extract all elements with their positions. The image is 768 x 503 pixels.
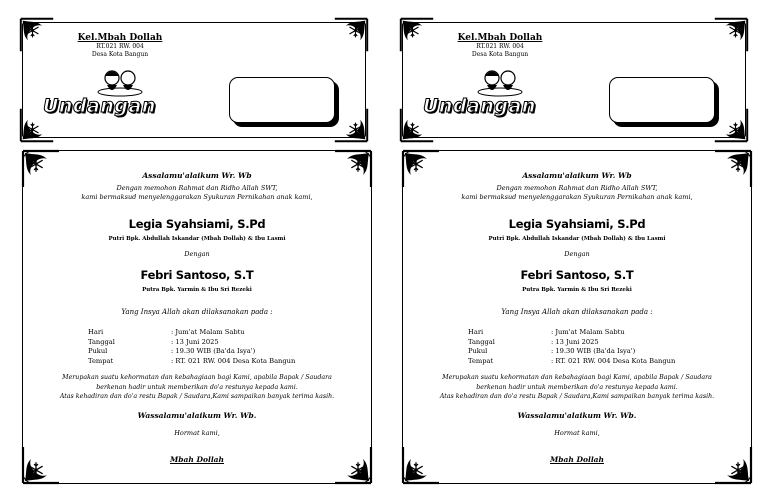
corner-ornament-icon	[333, 445, 373, 485]
detail-value: : RT. 021 RW. 004 Desa Kota Bangun	[171, 356, 296, 365]
conjunction: Dengan	[184, 250, 210, 258]
invitation-card	[402, 150, 752, 484]
intro-line: Dengan memohon Rahmat dan Ridho Allah SWT,	[496, 184, 658, 192]
detail-value: : 13 Juni 2025	[551, 337, 599, 346]
regards: Hormat kami,	[554, 429, 600, 437]
envelope	[402, 22, 746, 138]
corner-ornament-icon	[401, 149, 441, 189]
corner-ornament-icon	[333, 149, 373, 189]
closing-line: Atas kehadiran dan do'a restu Bapak / Saudara,Kami sampaikan banyak terima kasih.	[59, 393, 335, 400]
detail-key: Hari	[468, 328, 484, 336]
envelope-title: Undangan	[423, 95, 536, 117]
sender-block	[65, 33, 175, 59]
sender-rt: RT.021 RW. 004	[476, 43, 524, 50]
detail-value: : 19.30 WIB (Ba'da Isya')	[551, 347, 636, 355]
wedding-couple-icon	[95, 67, 145, 97]
greeting: Assalamu'alaikum Wr. Wb	[142, 171, 252, 180]
corner-ornament-icon	[713, 17, 749, 53]
wedding-couple-icon	[475, 67, 525, 97]
detail-row	[88, 347, 295, 357]
address-label-box	[229, 77, 335, 123]
detail-row	[88, 338, 295, 348]
detail-key: Tempat	[468, 356, 494, 365]
event-details	[88, 328, 295, 366]
corner-ornament-icon	[333, 17, 369, 53]
farewell: Wassalamu'alaikum Wr. Wb.	[137, 411, 257, 420]
sender-block	[445, 33, 555, 59]
corner-ornament-icon	[399, 17, 435, 53]
corner-ornament-icon	[21, 445, 61, 485]
closing-text	[23, 373, 371, 402]
greeting: Assalamu'alaikum Wr. Wb	[522, 171, 632, 180]
detail-key: Hari	[88, 328, 104, 336]
corner-ornament-icon	[21, 149, 61, 189]
detail-row	[468, 347, 675, 357]
closing-line: berkenan hadir untuk memberikan do'a restunya kepada kami.	[476, 383, 678, 391]
regards: Hormat kami,	[174, 429, 220, 437]
event-intro: Yang Insya Allah akan dilaksanakan pada :	[501, 308, 653, 316]
corner-ornament-icon	[401, 445, 441, 485]
sender-name: Kel.Mbah Dollah	[457, 33, 543, 43]
address-label-box	[609, 77, 715, 123]
corner-ornament-icon	[713, 107, 749, 143]
detail-row	[88, 328, 295, 338]
invitation-column-right	[398, 0, 760, 503]
detail-value: : 13 Juni 2025	[171, 337, 219, 346]
invitation-column-left	[18, 0, 380, 503]
intro-line: kami bermaksud menyelenggarakan Syukuran Pernikahan anak kami,	[81, 193, 313, 201]
corner-ornament-icon	[713, 445, 753, 485]
envelope-title: Undangan	[43, 95, 156, 117]
bride-name: Legia Syahsiami, S.Pd	[128, 217, 266, 231]
detail-key: Pukul	[468, 347, 488, 355]
corner-ornament-icon	[713, 149, 753, 189]
intro-line: kami bermaksud menyelenggarakan Syukuran Pernikahan anak kami,	[461, 193, 693, 201]
closing-line: berkenan hadir untuk memberikan do'a restunya kepada kami.	[96, 383, 298, 391]
bride-parents: Putri Bpk. Abdullah Iskandar (Mbah Dollah) & Ibu Lasmi	[488, 236, 666, 242]
detail-key: Tempat	[88, 356, 114, 365]
corner-ornament-icon	[333, 107, 369, 143]
signature: Mbah Dollah	[550, 455, 604, 464]
envelope	[22, 22, 366, 138]
detail-key: Tanggal	[468, 337, 495, 346]
groom-name: Febri Santoso, S.T	[520, 268, 634, 282]
signature: Mbah Dollah	[170, 455, 224, 464]
conjunction: Dengan	[564, 250, 590, 258]
detail-row	[88, 357, 295, 367]
detail-value: : Jum'at Malam Sabtu	[551, 328, 625, 336]
sender-village: Desa Kota Bangun	[91, 51, 149, 58]
intro-line: Dengan memohon Rahmat dan Ridho Allah SWT,	[116, 184, 278, 192]
bride-name: Legia Syahsiami, S.Pd	[508, 217, 646, 231]
invitation-card	[22, 150, 372, 484]
sender-rt: RT.021 RW. 004	[96, 43, 144, 50]
detail-value: : RT. 021 RW. 004 Desa Kota Bangun	[551, 356, 676, 365]
detail-key: Pukul	[88, 347, 108, 355]
sender-village: Desa Kota Bangun	[471, 51, 529, 58]
detail-row	[468, 357, 675, 367]
closing-text	[403, 373, 751, 402]
corner-ornament-icon	[19, 17, 55, 53]
groom-parents: Putra Bpk. Yarmin & Ibu Sri Rezeki	[522, 287, 632, 293]
detail-row	[468, 328, 675, 338]
detail-key: Tanggal	[88, 337, 115, 346]
detail-value: : Jum'at Malam Sabtu	[171, 328, 245, 336]
intro-text	[403, 184, 751, 202]
closing-line: Merupakan suatu kehormatan dan kebahagiaan bagi Kami, apabila Bapak / Saudara	[62, 374, 332, 381]
intro-text	[23, 184, 371, 202]
closing-line: Merupakan suatu kehormatan dan kebahagiaan bagi Kami, apabila Bapak / Saudara	[442, 374, 712, 381]
groom-parents: Putra Bpk. Yarmin & Ibu Sri Rezeki	[142, 287, 252, 293]
closing-line: Atas kehadiran dan do'a restu Bapak / Saudara,Kami sampaikan banyak terima kasih.	[439, 393, 715, 400]
event-details	[468, 328, 675, 366]
detail-row	[468, 338, 675, 348]
farewell: Wassalamu'alaikum Wr. Wb.	[517, 411, 637, 420]
detail-value: : 19.30 WIB (Ba'da Isya')	[171, 347, 256, 355]
sender-name: Kel.Mbah Dollah	[77, 33, 163, 43]
bride-parents: Putri Bpk. Abdullah Iskandar (Mbah Dollah) & Ibu Lasmi	[108, 236, 286, 242]
event-intro: Yang Insya Allah akan dilaksanakan pada :	[121, 308, 273, 316]
groom-name: Febri Santoso, S.T	[140, 268, 254, 282]
